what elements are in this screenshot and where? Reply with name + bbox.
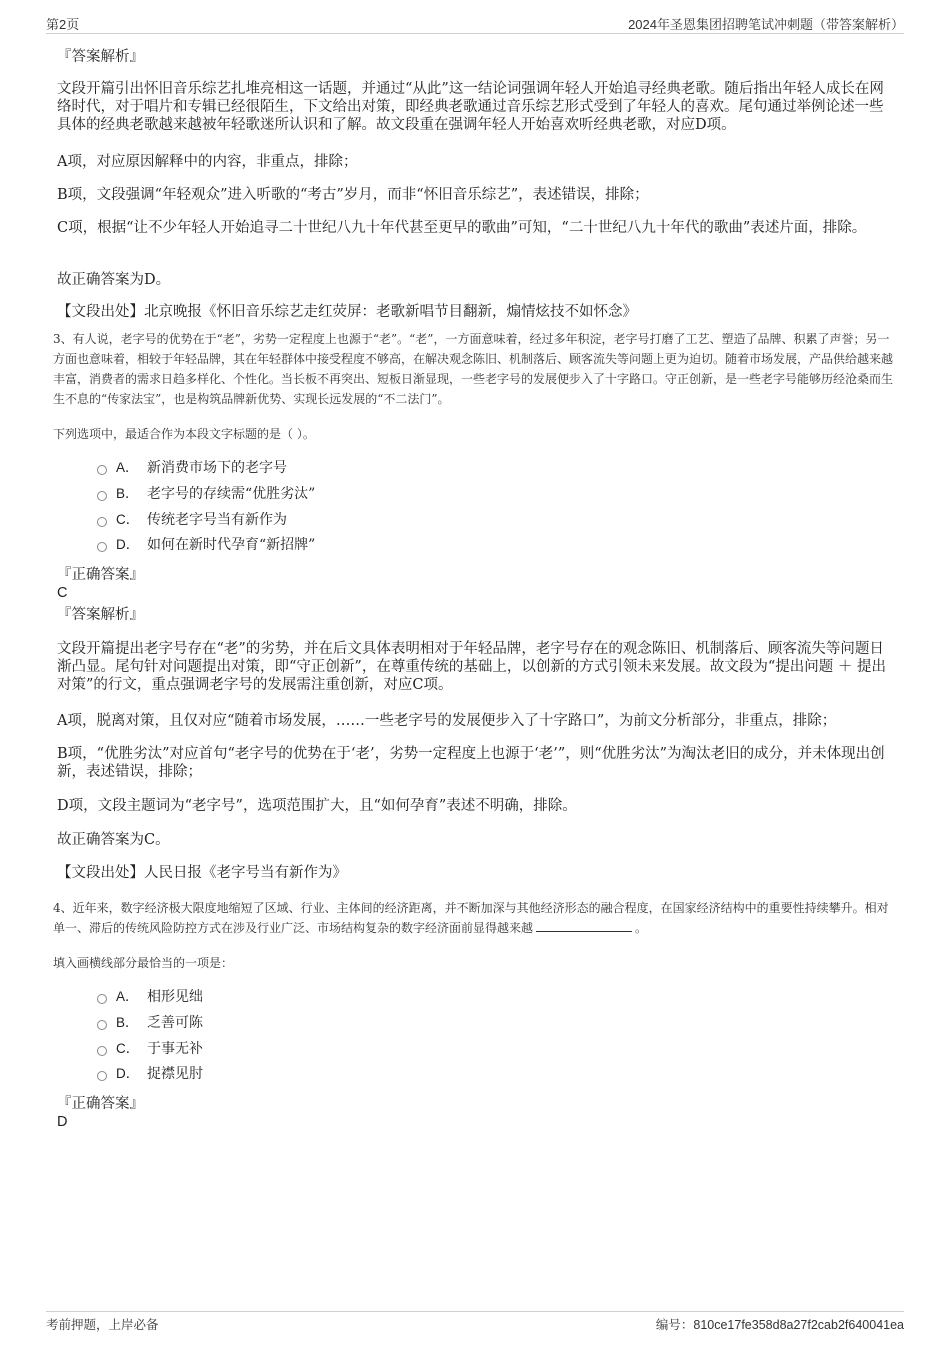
option-text: 新消费市场下的老字号 <box>147 460 287 476</box>
option-letter: A． <box>116 989 139 1004</box>
option-letter: A． <box>116 460 139 475</box>
option-letter: B． <box>116 486 139 501</box>
q4-option-a[interactable] <box>97 987 203 1007</box>
q4-blank <box>536 919 632 932</box>
q3-source: 【文段出处】人民日报《老字号当有新作为》 <box>57 865 347 881</box>
radio-icon[interactable] <box>97 491 107 501</box>
option-text: 老字号的存续需“优胜劣汰” <box>147 486 316 502</box>
q2-analysis-text: 文段开篇引出怀旧音乐综艺扎堆亮相这一话题，并通过“从此”这一结论词强调年轻人开始追寻经典老歌。随后指出年轻人成长在网络时代，对于唱片和专辑已经很陌生，下文给出对策，即经典老歌通过音乐综艺形式受到了年轻人的喜欢。尾句通过举例论述一些具体的经典老歌越来越被年轻歌迷所认识和了解。故文段重在强调年轻人开始喜欢听经典老歌，对应D项。 <box>57 81 884 133</box>
radio-icon[interactable] <box>97 994 107 1004</box>
q2-conclusion: 故正确答案为D。 <box>57 272 171 288</box>
footer-divider <box>46 1311 904 1312</box>
q3-option-b[interactable] <box>97 484 315 504</box>
q2-analysis-label: 『答案解析』 <box>57 49 144 65</box>
q4-question: 填入画横线部分最恰当的一项是： <box>53 956 234 970</box>
option-text: 乏善可陈 <box>147 1015 203 1031</box>
header-divider <box>46 33 904 34</box>
q3-analysis-label: 『答案解析』 <box>57 607 144 623</box>
footer-slogan: 考前押题，上岸必备 <box>46 1317 159 1332</box>
document-code-value: 810ce17fe358d8a27f2cab2f640041ea <box>693 1318 904 1332</box>
q2-option-b-analysis: B项，文段强调“年轻观众”进入听歌的“考古”岁月，而非“怀旧音乐综艺”，表述错误，排除； <box>57 187 649 203</box>
radio-icon[interactable] <box>97 1071 107 1081</box>
document-code <box>656 1315 904 1333</box>
q3-option-b-analysis: B项，“优胜劣汰”对应首句“老字号的优势在于‘老’，劣势一定程度上也源于‘老’”，则“优胜劣汰”为淘汰老旧的成分，并未体现出创新，表述错误，排除； <box>57 746 885 780</box>
q4-option-c[interactable] <box>97 1039 203 1059</box>
option-text: 如何在新时代孕育“新招牌” <box>147 537 316 553</box>
q4-stem-end: 。 <box>635 921 648 935</box>
q4-option-d[interactable] <box>97 1064 203 1084</box>
q3-analysis-text: 文段开篇提出老字号存在“老”的劣势，并在后文具体表明相对于年轻品牌，老字号存在的观念陈旧、机制落后、顾客流失等问题日渐凸显。尾句针对问题提出对策，即“守正创新”，在尊重传统的基础上，以创新的方式引领未来发展。故文段为“提出问题 ＋ 提出对策”的行文，重点强调老字号的发展需注重创新，对应C项。 <box>57 641 886 693</box>
q4-answer-label: 『正确答案』 <box>57 1096 144 1112</box>
q2-source: 【文段出处】北京晚报《怀旧音乐综艺走红荧屏：老歌新唱节目翻新，煽情炫技不如怀念》 <box>57 304 637 320</box>
document-title: 2024年圣恩集团招聘笔试冲刺题（带答案解析） <box>628 17 904 32</box>
q3-option-d[interactable] <box>97 535 315 555</box>
radio-icon[interactable] <box>97 517 107 527</box>
option-letter: C． <box>116 1041 140 1056</box>
q3-answer-label: 『正确答案』 <box>57 567 144 583</box>
q3-conclusion: 故正确答案为C。 <box>57 832 170 848</box>
q3-question: 下列选项中，最适合作为本段文字标题的是（ ）。 <box>53 427 315 441</box>
radio-icon[interactable] <box>97 542 107 552</box>
option-text: 于事无补 <box>147 1041 203 1057</box>
q4-stem-text: 4、近年来，数字经济极大限度地缩短了区域、行业、主体间的经济距离，并不断加深与其他经济形态的融合程度，在国家经济结构中的重要性持续攀升。相对单一、滞后的传统风险防控方式在涉及行业广泛、市场结构复杂的数字经济面前显得越来越 <box>53 901 889 935</box>
q3-answer: C <box>57 585 68 601</box>
q4-stem <box>53 898 898 938</box>
option-letter: D． <box>116 1066 140 1081</box>
q3-stem: 3、有人说，老字号的优势在于“老”，劣势一定程度上也源于“老”。“老”，一方面意味着，经过多年积淀，老字号打磨了工艺、塑造了品牌、积累了声誉；另一方面也意味着，相较于年轻品牌，其在年轻群体中接受程度不够高，在解决观念陈旧、机制落后、顾客流失等问题上更为迫切。随着市场发展，产品供给越来越丰富，消费者的需求日趋多样化、个性化。当长板不再突出、短板日渐显现，一些老字号的发展便步入了十字路口。守正创新，是一些老字号能够历经沧桑而生生不息的“传家法宝”，也是构筑品牌新优势、实现长远发展的“不二法门”。 <box>53 332 894 406</box>
radio-icon[interactable] <box>97 465 107 475</box>
option-text: 相形见绌 <box>147 989 203 1005</box>
option-text: 捉襟见肘 <box>147 1066 203 1082</box>
document-code-label: 编号： <box>655 1318 694 1332</box>
option-letter: B． <box>116 1015 139 1030</box>
q3-option-d-analysis: D项，文段主题词为“老字号”，选项范围扩大，且“如何孕育”表述不明确，排除。 <box>57 798 577 814</box>
q2-option-c-analysis: C项，根据“让不少年轻人开始追寻二十世纪八九十年代甚至更早的歌曲”可知，“二十世纪八九十年代的歌曲”表述片面，排除。 <box>57 220 867 236</box>
option-text: 传统老字号当有新作为 <box>147 512 287 528</box>
q3-option-c[interactable] <box>97 510 287 530</box>
q2-option-a-analysis: A项，对应原因解释中的内容，非重点，排除； <box>57 154 358 170</box>
radio-icon[interactable] <box>97 1020 107 1030</box>
page-number: 第2页 <box>46 17 80 32</box>
radio-icon[interactable] <box>97 1046 107 1056</box>
q3-option-a[interactable] <box>97 458 287 478</box>
option-letter: D． <box>116 537 140 552</box>
q3-option-a-analysis: A项，脱离对策，且仅对应“随着市场发展，……一些老字号的发展便步入了十字路口”，为前文分析部分，非重点，排除； <box>57 713 837 729</box>
q4-option-b[interactable] <box>97 1013 203 1033</box>
option-letter: C． <box>116 512 140 527</box>
q4-answer: D <box>57 1114 68 1130</box>
